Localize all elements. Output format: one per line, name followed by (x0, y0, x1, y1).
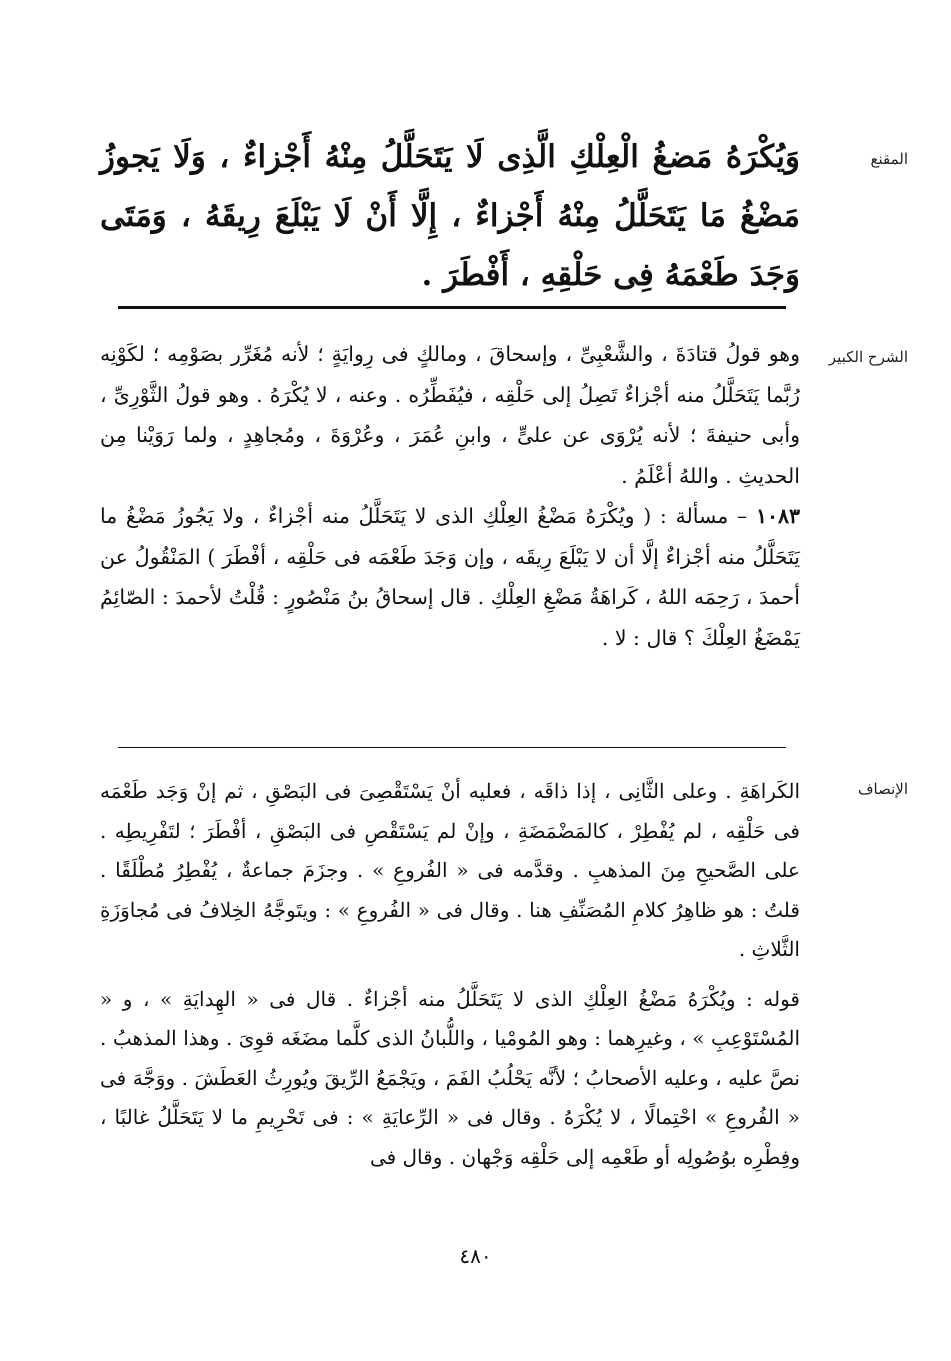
section-label-muqni: المقنع (870, 150, 908, 168)
masala-text: – مسألة : ( ويُكْرَهُ مَضْغُ العِلْكِ الذى لا يَتَحَلَّلُ منه أجْزاءٌ ، ولا يَجُوزُ مَضْغُ ما يَتَحَلَّلُ منه أجْزاءٌ إلَّا أن لا يَبْلَعَ رِيقَه ، وإن وَجَدَ طَعْمَه فى حَلْقِه ، أفْطَرَ ) المَنْقُولُ عن أحمدَ ، رَحِمَه اللهُ ، كَراهَةُ مَضْغِ العِلْكِ . قال إسحاقُ بنُ مَنْصُورٍ : قُلْتُ لأحمدَ : الصّائِمُ يَمْضَغُ العِلْكَ ؟ قال : لا . (100, 504, 800, 650)
section-divider-thin (118, 747, 786, 748)
insaf-text-block (100, 772, 800, 1177)
muqni-paragraph: وَيُكْرَهُ مَضغُ الْعِلْكِ الَّذِى لَا يَتَحَلَّلُ مِنْهُ أَجْزاءٌ ، وَلَا يَجوزُ مَضْغُ مَا يَتَحَلَّلُ مِنْهُ أَجْزاءٌ ، إِلَّا أَنْ لَا يَبْلَعَ رِيقَهُ ، وَمَتَى وَجَدَ طَعْمَهُ فِى حَلْقِهِ ، أَفْطَرَ . (100, 139, 800, 293)
sharh-paragraph-1: وهو قولُ قتادَةَ ، والشَّعْبِىِّ ، وإسحاقَ ، ومالكٍ فى رِوايَةٍ ؛ لأنه مُغَرِّر بصَوْمِه ؛ لكَوْنِه رُبَّما يَتَحَلَّلُ منه أجْزاءٌ تَصِلُ إلى حَلْقِه ، فيُفَطِّرُه . وعنه ، لا يُكْرَهُ . وهو قولُ الثَّوْرِىِّ ، وأبى حنيفةَ ؛ لأنه يُرْوَى عن علىٍّ ، وابنِ عُمَرَ ، وعُرْوَةَ ، ومُجاهِدٍ ، ولما رَوَيْنا مِن الحديثِ . واللهُ أعْلَمُ . (100, 342, 800, 488)
section-label-sharh: الشرح الكبير (828, 348, 908, 366)
masala-number: ١٠٨٣ (755, 504, 800, 528)
sharh-text-block (100, 334, 800, 658)
section-label-insaf: الإنصاف (857, 780, 908, 798)
sharh-paragraph-2 (100, 496, 800, 658)
insaf-paragraph-2: قوله : ويُكْرَهُ مَضْغُ العِلْكِ الذى لا يَتَحَلَّلُ منه أجْزاءٌ . قال فى « الهِدايَةِ » ، و « المُسْتَوْعِبِ » ، وغيرِهما : وهو المُومْيا ، واللُّبانُ الذى كلَّما مضَغَه قوِىَ . وهذا المذهبُ . نصَّ عليه ، وعليه الأصحابُ ؛ لأنَّه يَحْلُبُ الفَمَ ، ويَجْمَعُ الرِّيقَ ويُورِثُ العَطَشَ . ووَجَّهَ فى « الفُروعِ » احْتِمالًا ، لا يُكْرَهُ . وقال فى « الرِّعايَةِ » : فى تَحْرِيمِ ما لا يَتَحَلَّلُ غالبًا ، وفِطْرِه بوُصُولِه أو طَعْمِه إلى حَلْقِه وَجْهان . وقال فى (100, 986, 800, 1169)
muqni-text-block (100, 128, 800, 305)
page-number: ٤٨٠ (459, 1244, 492, 1268)
insaf-paragraph-1: الكَراهَةِ . وعلى الثَّانِى ، إذا ذاقَه ، فعليه أنْ يَسْتَقْصِىَ فى البَصْقِ ، ثم إنْ وَجَد طَعْمَه فى حَلْقِه ، لم يُفْطِرْ ، كالمَضْمَضَةِ ، وإنْ لم يَسْتَقْصِ فى البَصْقِ ، أفْطَرَ ؛ لتَفْرِيطِه . على الصَّحيحِ مِنَ المذهبِ . وقدَّمه فى « الفُروعِ » . وجزَمَ جماعةٌ ، يُفْطِرُ مُطْلَقًا . قلتُ : هو ظاهِرُ كلامِ المُصَنِّفِ هنا . وقال فى « الفُروعِ » : ويتَوجَّهُ الخِلافُ فى مُجاوَزَةِ الثَّلاثِ . (100, 779, 800, 961)
section-divider-thick (118, 306, 786, 309)
